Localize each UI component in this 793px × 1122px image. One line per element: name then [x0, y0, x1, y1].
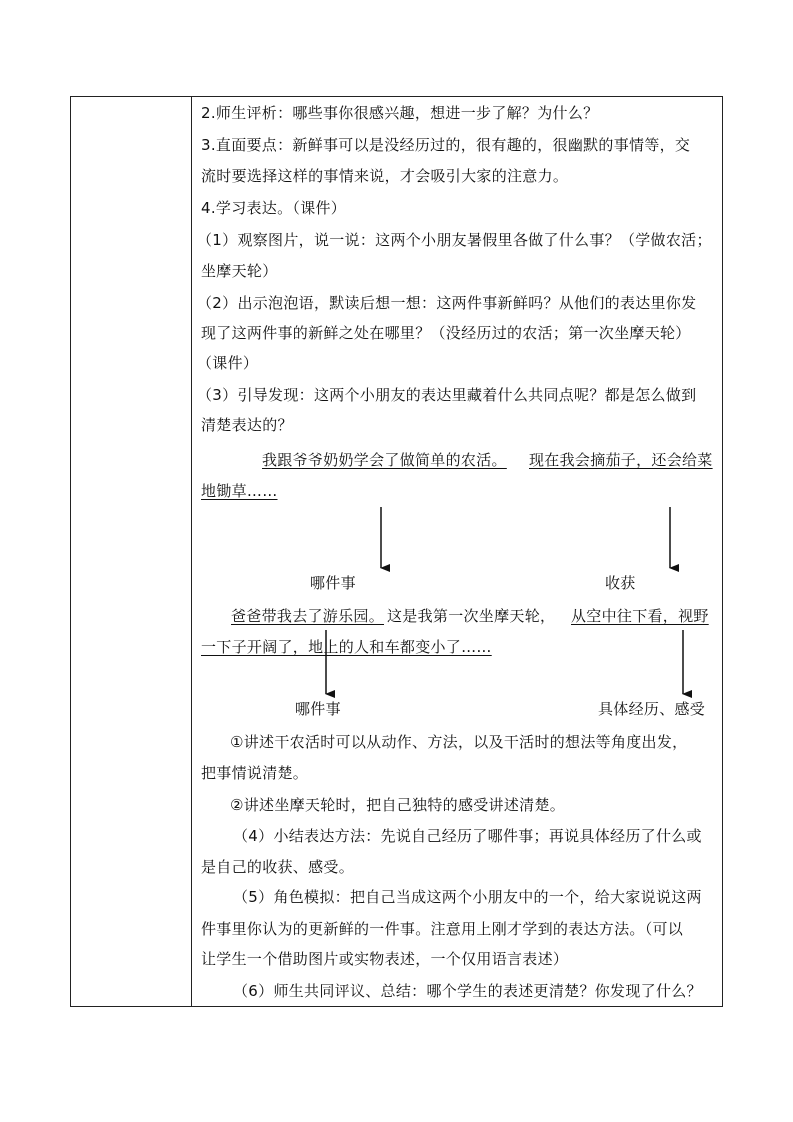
text-line-9: （课件） [197, 354, 259, 372]
text-line-after-7: 件事里你认为的更新鲜的一件事。注意用上刚才学到的表达方法。（可以 [201, 920, 684, 938]
text-line-after-1: ①讲述干农活时可以从动作、方法，以及干活时的想法等角度出发， [230, 733, 688, 751]
text-line-after-9: （6）师生共同评议、总结：哪个学生的表述更清楚？你发现了什么？ [233, 982, 702, 1000]
example2-label-experience: 具体经历、感受 [598, 700, 706, 718]
example2-first-time: 这是我第一次坐摩天轮， [387, 607, 556, 625]
example2-label-what-event: 哪件事 [295, 700, 341, 718]
text-line-after-3: ②讲述坐摩天轮时，把自己独特的感受讲述清楚。 [230, 796, 566, 814]
text-line-5: （1）观察图片，说一说：这两个小朋友暑假里各做了什么事？（学做农活； [197, 231, 712, 249]
example2-what-event: 爸爸带我去了游乐园。 [231, 607, 385, 625]
text-line-1: 2.师生评析：哪些事你很感兴趣，想进一步了解？为什么？ [201, 104, 599, 122]
text-line-after-6: （5）角色模拟：把自己当成这两个小朋友中的一个，给大家说说这两 [233, 888, 702, 906]
text-line-after-5: 是自己的收获、感受。 [201, 858, 355, 876]
text-line-2: 3.直面要点：新鲜事可以是没经历过的，很有趣的，很幽默的事情等，交 [201, 136, 691, 154]
text-line-3: 流时要选择这样的事情来说，才会吸引大家的注意力。 [201, 167, 569, 185]
text-line-4: 4.学习表达。（课件） [201, 199, 347, 217]
table-column-divider [191, 96, 192, 1007]
text-line-7: （2）出示泡泡语，默读后想一想：这两件事新鲜吗？从他们的表达里你发 [197, 294, 697, 312]
example1-gain: 现在我会摘茄子，还会给菜 [529, 451, 713, 469]
example1-gain-continued: 地锄草…… [201, 482, 278, 500]
example2-experience: 从空中往下看，视野 [571, 607, 709, 625]
text-line-after-2: 把事情说清楚。 [201, 764, 309, 782]
example1-what-event: 我跟爷爷奶奶学会了做简单的农活。 [262, 451, 507, 469]
text-line-after-4: （4）小结表达方法：先说自己经历了哪件事；再说具体经历了什么或 [233, 827, 702, 845]
text-line-8: 现了这两件事的新鲜之处在哪里？（没经历过的农活；第一次坐摩天轮） [201, 324, 691, 342]
example1-label-what-event: 哪件事 [310, 574, 356, 592]
text-line-after-8: 让学生一个借助图片或实物表述，一个仅用语言表述） [201, 950, 569, 968]
example2-experience-continued: 一下子开阔了，地上的人和车都变小了…… [201, 638, 492, 656]
text-line-11: 清楚表达的？ [201, 416, 293, 434]
text-line-10: （3）引导发现：这两个小朋友的表达里藏着什么共同点呢？都是怎么做到 [197, 386, 697, 404]
example1-label-gain: 收获 [605, 574, 636, 592]
text-line-6: 坐摩天轮） [201, 262, 278, 280]
